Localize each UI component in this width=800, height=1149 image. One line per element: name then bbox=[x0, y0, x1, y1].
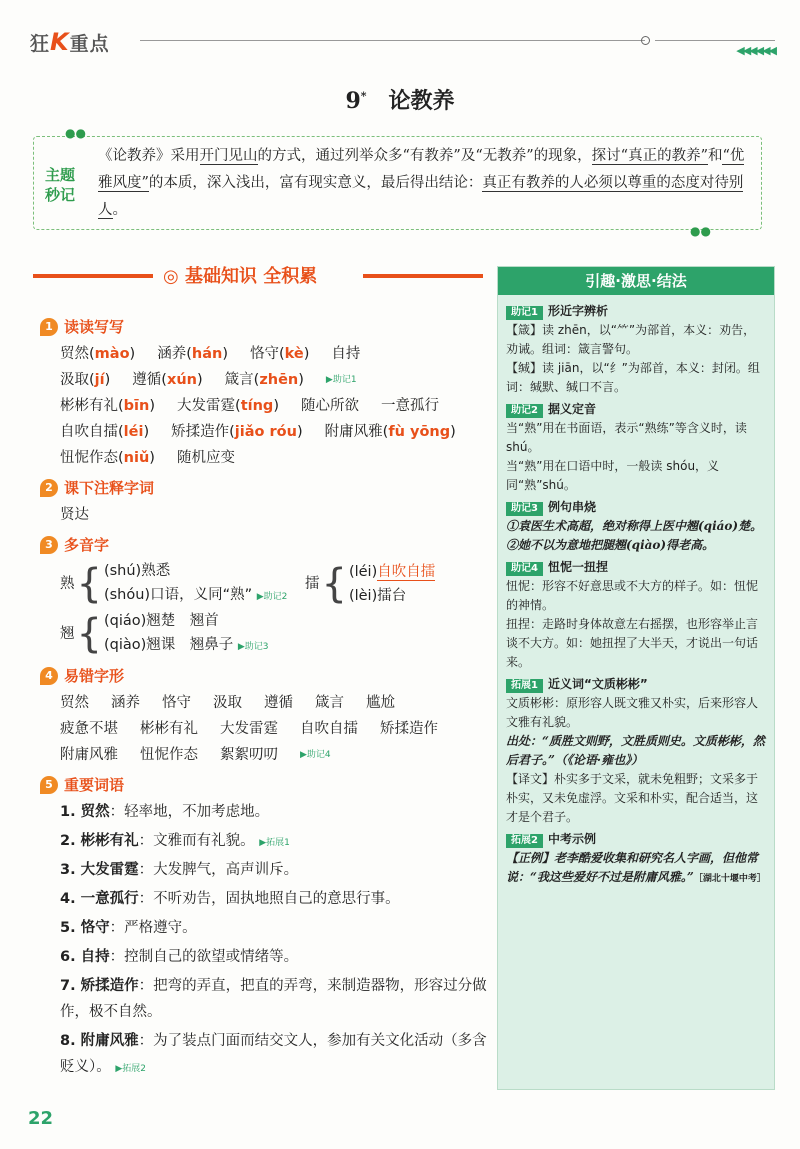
tip-line: ②她不以为意地把腿翘(qiào)得老高。 bbox=[506, 538, 715, 552]
tip-heading: 助记3 例句串烧 bbox=[506, 498, 766, 517]
error-row bbox=[40, 742, 490, 768]
page-header bbox=[30, 24, 775, 57]
error-word: 汲取 bbox=[213, 695, 242, 711]
header-rule bbox=[140, 40, 645, 41]
pinyin: (jí) bbox=[89, 372, 111, 388]
vocab-item: 3. 大发雷霆：大发脾气，高声训斥。 bbox=[60, 862, 299, 878]
polyphone-qiao: 翘 { (qiáo)翘楚 翘首 (qiào)翘课 翘鼻子 ▶助记3 bbox=[60, 611, 269, 657]
word-item: 汲取 bbox=[60, 372, 89, 388]
section-4-heading: 4 易错字形 bbox=[40, 665, 490, 686]
error-word: 附庸风雅 bbox=[60, 747, 118, 763]
heading-rule bbox=[33, 274, 153, 278]
word-item: 自吹自擂 bbox=[60, 424, 118, 440]
arrows-icon: ◀◀◀◀◀◀ bbox=[736, 44, 775, 57]
error-word: 恪守 bbox=[162, 695, 191, 711]
error-word: 遵循 bbox=[264, 695, 293, 711]
word-item: 遵循 bbox=[132, 372, 162, 388]
error-word: 彬彬有礼 bbox=[140, 721, 198, 737]
tip-tag: ▶助记1 bbox=[325, 375, 357, 385]
polyphone-lei: 擂 { (léi)自吹自擂 (lèi)擂台 bbox=[305, 561, 436, 607]
word-item: 随机应变 bbox=[176, 450, 235, 466]
word-item: 大发雷霆 bbox=[177, 398, 236, 414]
pinyin: (mào) bbox=[89, 346, 136, 362]
word-item: 箴言 bbox=[224, 372, 254, 388]
error-word: 尴尬 bbox=[366, 695, 395, 711]
vocab-item: 6. 自持：控制自己的欲望或情绪等。 bbox=[60, 949, 299, 965]
tip-line: 当“熟”用在书面语，表示“熟练”等含义时，读 shú。 bbox=[506, 421, 747, 454]
error-word: 大发雷霆 bbox=[220, 721, 278, 737]
error-word: 疲惫不堪 bbox=[60, 721, 118, 737]
word-item: 随心所欲 bbox=[300, 398, 359, 414]
page-title: 9* 论教养 bbox=[345, 88, 455, 114]
header-rule-right bbox=[655, 40, 775, 41]
polyphone-block bbox=[40, 559, 490, 609]
tip-heading: 助记2 据义定音 bbox=[506, 400, 766, 419]
error-word: 自吹自擂 bbox=[300, 721, 358, 737]
tip-line: 【译文】朴实多于文采，就未免粗野；文采多于朴实，又未免虚浮。文采和朴实，配合适当，这才是个君子。 bbox=[506, 772, 759, 824]
dots-icon: ●● bbox=[690, 224, 711, 238]
brand-logo: 狂K重点 bbox=[30, 28, 110, 56]
pinyin: (bīn) bbox=[118, 398, 156, 414]
tip-heading: 助记1 形近字辨析 bbox=[506, 302, 766, 321]
section-title: ◎ 基础知识 全积累 bbox=[163, 266, 318, 287]
error-word: 贸然 bbox=[60, 695, 89, 711]
tip-line: 出处：“质胜文则野，文胜质则史。文质彬彬，然后君子。”（《论语·雍也》） bbox=[506, 734, 765, 767]
error-word: 箴言 bbox=[315, 695, 344, 711]
tip-heading: 拓展2 中考示例 bbox=[506, 830, 766, 849]
word-item: 自持 bbox=[331, 346, 361, 362]
vocab-item: 7. 矫揉造作：把弯的弄直，把直的弄弯，来制造器物，形容过分做作，极不自然。 bbox=[60, 978, 487, 1020]
pinyin: (zhēn) bbox=[253, 372, 304, 388]
section-2-heading: 2 课下注释字词 bbox=[40, 477, 490, 498]
word-item: 矫揉造作 bbox=[171, 424, 230, 440]
pinyin: (xún) bbox=[161, 372, 203, 388]
right-sidebar bbox=[497, 266, 775, 1090]
left-column bbox=[40, 310, 490, 1083]
error-row bbox=[40, 690, 490, 716]
error-word: 矫揉造作 bbox=[380, 721, 438, 737]
vocab-item: 5. 恪守：严格遵守。 bbox=[60, 920, 197, 936]
polyphone-shu: 熟 { (shú)熟悉 (shóu)口语，义同“熟” ▶助记2 bbox=[60, 561, 288, 607]
vocab-item: 8. 附庸风雅：为了装点门面而结交文人，参加有关文化活动（多含贬义）。 ▶拓展2 bbox=[60, 1033, 487, 1075]
tip-line: 当“熟”用在口语中时，一般读 shóu，义同“熟”shú。 bbox=[506, 459, 720, 492]
pinyin: (fù yōng) bbox=[382, 424, 456, 440]
annotation-word: 贤达 bbox=[60, 507, 89, 523]
word-list bbox=[40, 341, 490, 471]
tip-tag: ▶助记4 bbox=[300, 750, 331, 760]
word-row bbox=[40, 393, 490, 419]
pinyin: (hán) bbox=[186, 346, 228, 362]
vocab-item: 1. 贸然：轻率地，不加考虑地。 bbox=[60, 804, 270, 820]
section-1-heading: 1 读读写写 bbox=[40, 316, 490, 337]
pinyin: (jiǎo róu) bbox=[229, 424, 303, 440]
tip-line: 【正例】老李酷爱收集和研究名人字画，但他常说：“我这些爱好不过是附庸风雅。”［湖北十堰中考］ bbox=[506, 851, 766, 884]
error-row bbox=[40, 716, 490, 742]
section-heading bbox=[33, 262, 483, 288]
word-row bbox=[40, 419, 490, 445]
summary-label: 主题 秒记 bbox=[44, 166, 75, 204]
vocab-item: 2. 彬彬有礼：文雅而有礼貌。 ▶拓展1 bbox=[60, 833, 290, 849]
tip-line: ①袁医生术高超，绝对称得上医中翘(qiáo)楚。 bbox=[506, 519, 763, 533]
pinyin: (tíng) bbox=[235, 398, 279, 414]
summary-text: 《论教养》采用开门见山的方式，通过列举众多“有教养”及“无教养”的现象，探讨“真正的教养”和“优雅风度”的本质，深入浅出，富有现实意义，最后得出结论：真正有教养的人必须以尊重的态度对待别人。 bbox=[98, 148, 745, 218]
heading-rule bbox=[363, 274, 483, 278]
vocab-list bbox=[40, 799, 490, 1082]
word-item: 忸怩作态 bbox=[60, 450, 118, 466]
tip-line: 忸怩：形容不好意思或不大方的样子。如：忸怩的神情。 bbox=[506, 579, 759, 612]
word-item: 涵养 bbox=[157, 346, 187, 362]
pinyin: (léi) bbox=[118, 424, 150, 440]
word-row bbox=[40, 341, 490, 367]
tip-heading: 拓展1 近义词“文质彬彬” bbox=[506, 675, 766, 694]
error-word: 絮絮叨叨 bbox=[220, 747, 278, 763]
section-5-heading: 5 重要词语 bbox=[40, 774, 490, 795]
word-item: 一意孤行 bbox=[380, 398, 439, 414]
sidebar-title: 引趣·激思·结法 bbox=[498, 267, 774, 295]
word-row bbox=[40, 367, 490, 393]
tip-line: 【箴】读 zhēn，以“⺮”为部首，本义：劝告，劝诫。组词：箴言警句。 bbox=[506, 323, 756, 356]
error-word: 忸怩作态 bbox=[140, 747, 198, 763]
theme-summary bbox=[33, 136, 762, 230]
tip-heading: 助记4 忸怩一扭捏 bbox=[506, 558, 766, 577]
circle-icon bbox=[641, 36, 650, 45]
section-3-heading: 3 多音字 bbox=[40, 534, 490, 555]
tip-line: 文质彬彬：原形容人既文雅又朴实，后来形容人文雅有礼貌。 bbox=[506, 696, 759, 729]
word-item: 彬彬有礼 bbox=[60, 398, 118, 414]
word-item: 恪守 bbox=[249, 346, 279, 362]
error-word: 涵养 bbox=[111, 695, 140, 711]
pinyin: (niǔ) bbox=[118, 450, 155, 466]
word-row bbox=[40, 445, 490, 471]
pinyin: (kè) bbox=[278, 346, 310, 362]
tip-line: 【缄】读 jiān，以“纟”为部首，本义：封闭。组词：缄默、缄口不言。 bbox=[506, 361, 760, 394]
page-number: 22 bbox=[28, 1108, 54, 1129]
vocab-item: 4. 一意孤行：不听劝告，固执地照自己的意思行事。 bbox=[60, 891, 400, 907]
word-item: 附庸风雅 bbox=[324, 424, 383, 440]
tip-line: 扭捏：走路时身体故意左右摇摆，也形容举止言谈不大方。如：她扭捏了大半天，才说出一句话来。 bbox=[506, 617, 759, 669]
word-item: 贸然 bbox=[60, 346, 89, 362]
dots-icon: ●● bbox=[65, 126, 86, 140]
